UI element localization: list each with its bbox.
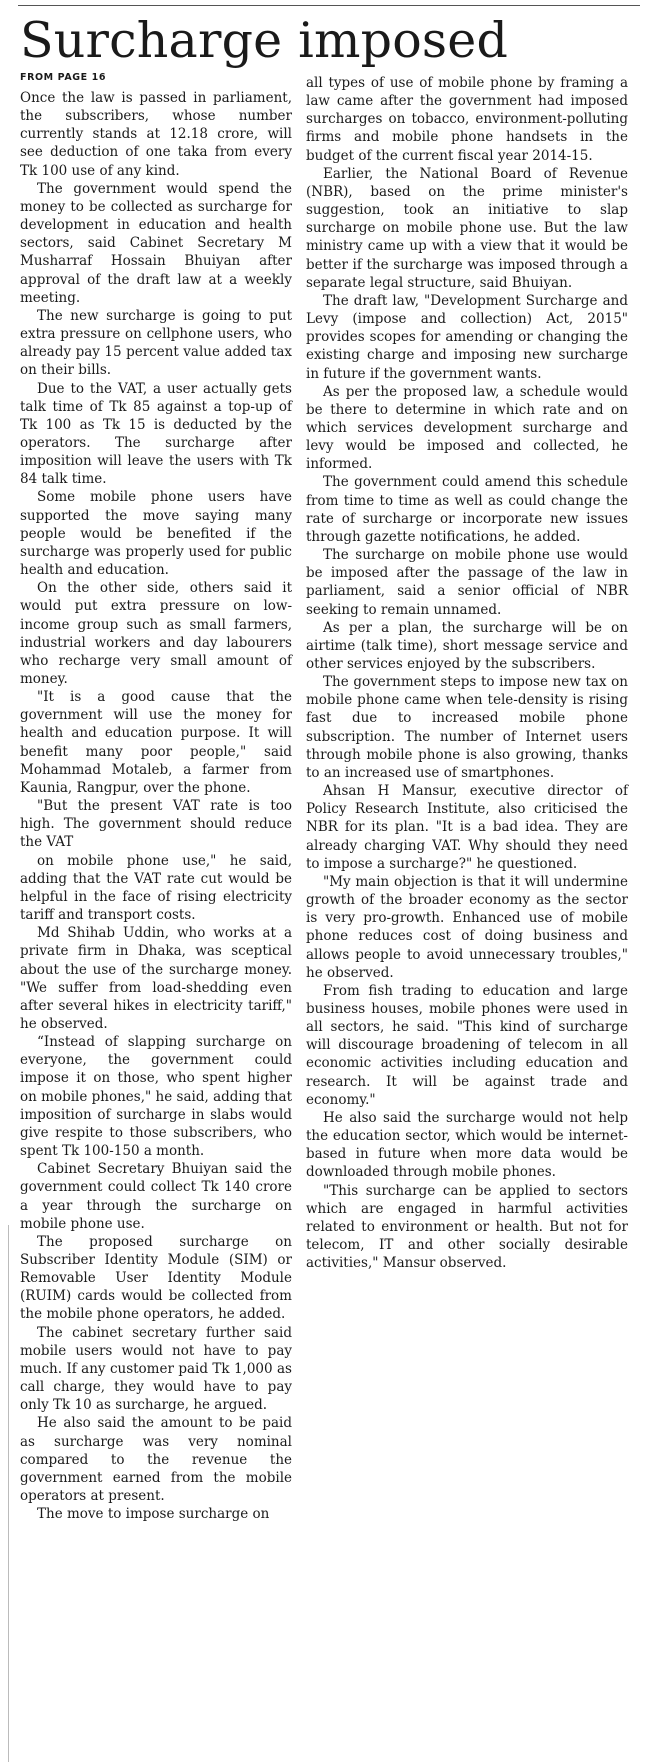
paragraph: As per a plan, the surcharge will be on airtime (talk time), short message service and other services enjoyed by the subscribers. <box>306 619 628 672</box>
paragraph: The surcharge on mobile phone use would be imposed after the passage of the law in parliament, said a senior official of NBR seeking to remain unnamed. <box>306 547 628 618</box>
paragraph: The government could amend this schedule from time to time as well as could change the rate of surcharge or incorporate new issues through gazette notifications, he added. <box>306 474 628 545</box>
paragraph: Md Shihab Uddin, who works at a private firm in Dhaka, was sceptical about the use of the surcharge money. "We suffer from load-shedding even after several hikes in electricity tariff," he observed. <box>20 925 292 1032</box>
left-margin-rule <box>8 1225 9 1762</box>
paragraph: He also said the amount to be paid as surcharge was very nominal compared to the revenue the government earned from the mobile operators at present. <box>20 1415 292 1505</box>
paragraph: Due to the VAT, a user actually gets talk time of Tk 85 against a top-up of Tk 100 as Tk 15 is deducted by the operators. The surcharge after imposition will leave the users with Tk 84 talk time. <box>20 380 292 488</box>
paragraph: As per the proposed law, a schedule would be there to determine in which rate and on which services development surcharge and levy would be imposed and collected, he informed. <box>306 383 628 473</box>
paragraph: He also said the surcharge would not help the education sector, which would be internet-based in future when more data would be downloaded through mobile phones. <box>306 1109 628 1181</box>
dateline: FROM PAGE 16 <box>20 72 107 83</box>
paragraph: "My main objection is that it will undermine growth of the broader economy as the sector is very pro-growth. Enhanced use of mobile phone reduces cost of doing business and allows people to avoid unnecessary troubles," he observed. <box>306 873 628 981</box>
paragraph: "This surcharge can be applied to sectors which are engaged in harmful activities related to environment or health. But not for telecom, IT and other socially desirable activities," Mansur observed. <box>306 1182 628 1272</box>
paragraph: The draft law, "Development Surcharge and Levy (impose and collection) Act, 2015" provides scopes for amending or changing the existing charge and imposing new surcharge in future if the government wants. <box>306 292 628 382</box>
paragraph: on mobile phone use," he said, adding that the VAT rate cut would be helpful in the face of rising electricity tariff and transport costs. <box>20 852 292 924</box>
paragraph: The move to impose surcharge on <box>37 1506 270 1523</box>
paragraph: The government would spend the money to be collected as surcharge for development in education and health sectors, said Cabinet Secretary M Musharraf Hossain Bhuiyan after approval of the draft law at a weekly meeting. <box>20 180 292 306</box>
headline: Surcharge imposed <box>20 12 509 69</box>
top-rule <box>18 5 640 6</box>
paragraph: Cabinet Secretary Bhuiyan said the government could collect Tk 140 crore a year through the surcharge on mobile phone use. <box>20 1161 292 1232</box>
article-column-2 <box>306 74 628 1762</box>
paragraph: From fish trading to education and large business houses, mobile phones were used in all sectors, he said. "This kind of surcharge will discourage broadening of telecom in all economic activities including education and research. It will be against trade and economy." <box>306 982 628 1108</box>
paragraph: "It is a good cause that the government will use the money for health and education purpose. It will benefit many poor people," said Mohammad Motaleb, a farmer from Kaunia, Rangpur, over the phone. <box>20 689 292 796</box>
paragraph: Ahsan H Mansur, executive director of Policy Research Institute, also criticised the NBR for its plan. "It is a bad idea. They are already charging VAT. Why should they need to impose a surcharge?" he questioned. <box>306 783 628 872</box>
paragraph: Once the law is passed in parliament, the subscribers, whose number currently stands at 12.18 crore, will see deduction of one taka from every Tk 100 use of any kind. <box>20 90 292 179</box>
paragraph: The cabinet secretary further said mobile users would not have to pay much. If any customer paid Tk 1,000 as call charge, they would have to pay only Tk 10 as surcharge, he argued. <box>20 1324 292 1414</box>
article-column-1 <box>20 89 292 1762</box>
paragraph: On the other side, others said it would put extra pressure on low-income group such as small farmers, industrial workers and day labourers who recharge very small amount of money. <box>20 580 292 687</box>
paragraph: “Instead of slapping surcharge on everyone, the government could impose it on those, who spent higher on mobile phones," he said, adding that imposition of surcharge in slabs would give respite to those subscribers, who spent Tk 100-150 a month. <box>20 1034 292 1160</box>
paragraph: all types of use of mobile phone by framing a law came after the government had imposed surcharges on tobacco, environment-polluting firms and mobile phone handsets in the budget of the current fiscal year 2014-15. <box>306 75 628 164</box>
paragraph: Some mobile phone users have supported the move saying many people would be benefited if the surcharge was properly used for public health and education. <box>20 489 292 579</box>
paragraph: The government steps to impose new tax on mobile phone came when tele-density is rising fast due to increased mobile phone subscription. The number of Internet users through mobile phone is also growing, thanks to an increased use of smartphones. <box>306 674 628 781</box>
paragraph: "But the present VAT rate is too high. The government should reduce the VAT <box>20 798 292 851</box>
paragraph: The new surcharge is going to put extra pressure on cellphone users, who already pay 15 percent value added tax on their bills. <box>20 307 292 379</box>
paragraph: The proposed surcharge on Subscriber Identity Module (SIM) or Removable User Identity Module (RUIM) cards would be collected from the mobile phone operators, he added. <box>20 1233 292 1323</box>
paragraph: Earlier, the National Board of Revenue (NBR), based on the prime minister's suggestion, took an initiative to slap surcharge on mobile phone use. But the law ministry came up with a view that it would be better if the surcharge was imposed through a separate legal structure, said Bhuiyan. <box>306 165 628 291</box>
